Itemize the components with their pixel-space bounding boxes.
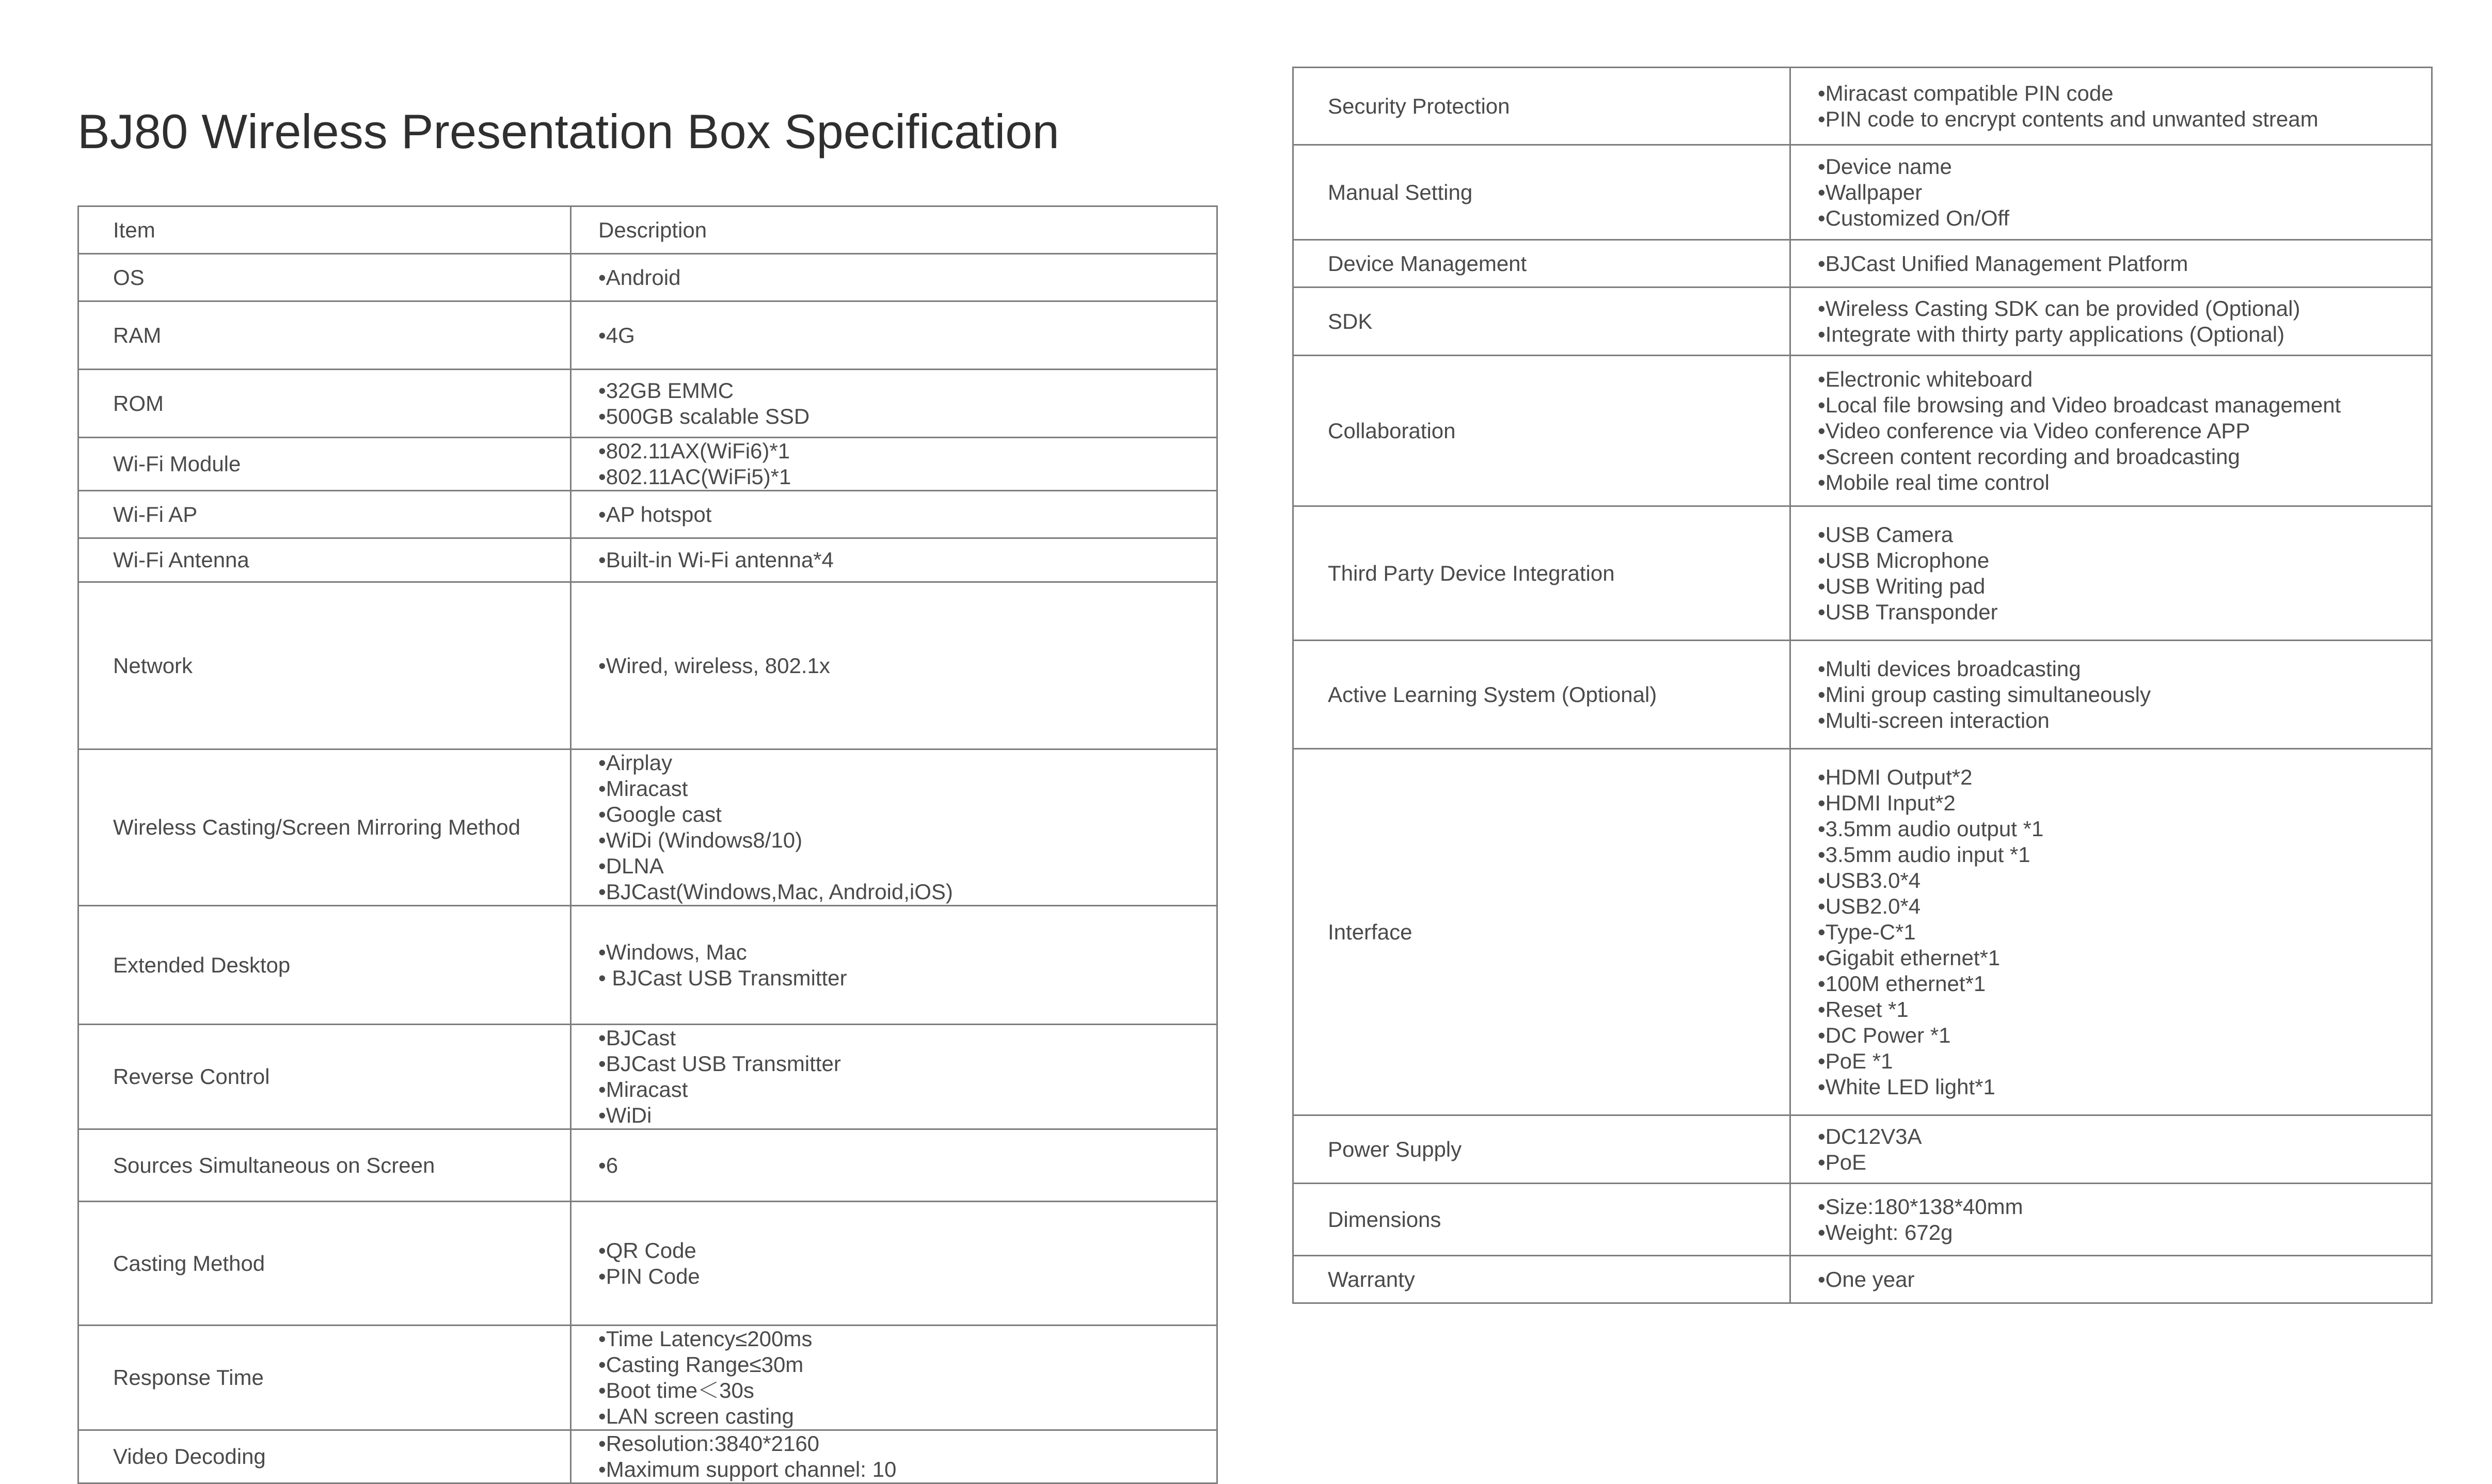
column-header-item: Item [78, 206, 571, 254]
column-header-description: Description [571, 206, 1217, 254]
spec-description-line: •BJCast [598, 1026, 676, 1050]
spec-item: Extended Desktop [78, 906, 571, 1025]
spec-description-line: •Miracast [598, 1077, 688, 1102]
spec-item: Wireless Casting/Screen Mirroring Method [78, 749, 571, 906]
spec-description-line: •32GB EMMC [598, 378, 734, 403]
table-row [1293, 68, 2432, 145]
spec-item: Casting Method [78, 1202, 571, 1326]
spec-description [1790, 288, 2432, 356]
spec-description [1790, 240, 2432, 288]
table-row [78, 370, 1217, 438]
spec-description-line: •Windows, Mac [598, 939, 747, 964]
spec-description [571, 749, 1217, 906]
spec-description-line: •Integrate with thirty party applications (Optional) [1818, 322, 2285, 346]
spec-item: OS [78, 254, 571, 301]
spec-description-line: •USB3.0*4 [1818, 868, 1921, 892]
spec-item: Wi-Fi Module [78, 438, 571, 491]
spec-description-line: •PoE [1818, 1150, 1867, 1174]
spec-description-line: •3.5mm audio input *1 [1818, 842, 2030, 867]
spec-description-line: •802.11AX(WiFi6)*1 [598, 439, 790, 463]
spec-description-line: •WiDi (Windows8/10) [598, 828, 803, 852]
spec-description [571, 1129, 1217, 1202]
spec-description-line: •Miracast [598, 776, 688, 801]
spec-description [571, 1430, 1217, 1483]
spec-table-right [1292, 67, 2433, 1304]
spec-description-line: •USB2.0*4 [1818, 893, 1921, 918]
spec-description-line: •PoE *1 [1818, 1048, 1893, 1073]
spec-item: Response Time [78, 1326, 571, 1430]
spec-description [571, 906, 1217, 1025]
spec-description-line: •802.11AC(WiFi5)*1 [598, 465, 791, 489]
spec-description-line: •Gigabit ethernet*1 [1818, 945, 2001, 970]
table-row [1293, 288, 2432, 356]
table-row [78, 1430, 1217, 1483]
table-row [1293, 1256, 2432, 1303]
spec-description-line: •Google cast [598, 802, 722, 826]
spec-description-line: •Airplay [598, 751, 673, 775]
table-row [78, 1129, 1217, 1202]
spec-description [1790, 1184, 2432, 1256]
spec-description [571, 538, 1217, 582]
spec-description-line: •USB Microphone [1818, 548, 1990, 572]
spec-description [571, 254, 1217, 301]
spec-description-line: •Size:180*138*40mm [1818, 1194, 2023, 1219]
spec-description-line: •Casting Range≤30m [598, 1352, 804, 1377]
spec-description-line: •Weight: 672g [1818, 1220, 1953, 1244]
table-row [78, 1326, 1217, 1430]
spec-table-left [77, 205, 1218, 1484]
spec-description-line: •Wallpaper [1818, 180, 1923, 204]
spec-description-line: •BJCast USB Transmitter [598, 1051, 841, 1076]
table-row [1293, 749, 2432, 1115]
spec-description [1790, 506, 2432, 641]
spec-description-line: •PIN Code [598, 1264, 700, 1288]
spec-description-line: •6 [598, 1153, 618, 1177]
spec-description-line: •Customized On/Off [1818, 205, 2010, 230]
spec-item: RAM [78, 301, 571, 370]
table-row [1293, 356, 2432, 506]
table-row [78, 301, 1217, 370]
spec-description-line: •HDMI Input*2 [1818, 790, 1956, 815]
spec-description-line: •WiDi [598, 1103, 652, 1127]
spec-description [571, 582, 1217, 749]
spec-description [1790, 356, 2432, 506]
table-header-row [78, 206, 1217, 254]
spec-description-line: •HDMI Output*2 [1818, 764, 1973, 789]
spec-description-line: •Reset *1 [1818, 997, 1909, 1022]
table-row [78, 438, 1217, 491]
spec-description [571, 301, 1217, 370]
table-row [78, 749, 1217, 906]
spec-item: Warranty [1293, 1256, 1790, 1303]
spec-description-line: •Resolution:3840*2160 [598, 1431, 820, 1456]
spec-description-line: •Boot time＜30s [598, 1378, 754, 1402]
spec-item: Video Decoding [78, 1430, 571, 1483]
spec-item: ROM [78, 370, 571, 438]
spec-item: Network [78, 582, 571, 749]
spec-description-line: •Device name [1818, 154, 1952, 179]
spec-description [1790, 1115, 2432, 1184]
table-row [1293, 145, 2432, 240]
spec-description-line: •Wireless Casting SDK can be provided (Optional) [1818, 296, 2300, 321]
table-row [78, 538, 1217, 582]
spec-description-line: •3.5mm audio output *1 [1818, 816, 2044, 841]
spec-item: Device Management [1293, 240, 1790, 288]
spec-description-line: • BJCast USB Transmitter [598, 965, 847, 990]
spec-description-line: •White LED light*1 [1818, 1074, 1995, 1099]
spec-item: Interface [1293, 749, 1790, 1115]
spec-description-line: •DLNA [598, 854, 664, 878]
spec-description-line: •Local file browsing and Video broadcast management [1818, 392, 2341, 417]
spec-item: Active Learning System (Optional) [1293, 641, 1790, 749]
table-row [1293, 641, 2432, 749]
spec-description-line: •Type-C*1 [1818, 919, 1916, 944]
spec-description-line: •Multi devices broadcasting [1818, 656, 2081, 681]
spec-description-line: •Wired, wireless, 802.1x [598, 653, 830, 678]
spec-item: Dimensions [1293, 1184, 1790, 1256]
spec-description-line: •DC Power *1 [1818, 1023, 1951, 1047]
spec-description [571, 1025, 1217, 1129]
table-row [78, 254, 1217, 301]
spec-description-line: •Maximum support channel: 10 [598, 1457, 897, 1481]
spec-description-line: •USB Transponder [1818, 599, 1998, 624]
spec-description-line: •500GB scalable SSD [598, 404, 810, 428]
spec-description-line: •Time Latency≤200ms [598, 1327, 813, 1351]
spec-description-line: •100M ethernet*1 [1818, 971, 1986, 996]
spec-description [571, 1202, 1217, 1326]
spec-description-line: •AP hotspot [598, 502, 712, 526]
spec-description [1790, 749, 2432, 1115]
spec-description-line: •DC12V3A [1818, 1124, 1922, 1148]
spec-description [1790, 68, 2432, 145]
table-row [78, 491, 1217, 538]
spec-description-line: •BJCast Unified Management Platform [1818, 251, 2188, 276]
spec-description [1790, 1256, 2432, 1303]
spec-description-line: •Mini group casting simultaneously [1818, 682, 2151, 707]
spec-description-line: •Built-in Wi-Fi antenna*4 [598, 548, 834, 572]
spec-item: Wi-Fi Antenna [78, 538, 571, 582]
spec-description [571, 438, 1217, 491]
spec-description-line: •4G [598, 323, 635, 347]
spec-description-line: •PIN code to encrypt contents and unwanted stream [1818, 106, 2319, 131]
spec-description-line: •Screen content recording and broadcasting [1818, 444, 2240, 469]
table-row [1293, 240, 2432, 288]
spec-item: Security Protection [1293, 68, 1790, 145]
spec-item: SDK [1293, 288, 1790, 356]
spec-description-line: •Android [598, 265, 681, 290]
spec-description-line: •USB Writing pad [1818, 573, 1986, 598]
table-row [1293, 506, 2432, 641]
spec-description [571, 370, 1217, 438]
spec-item: Third Party Device Integration [1293, 506, 1790, 641]
spec-description [1790, 641, 2432, 749]
spec-description-line: •Multi-screen interaction [1818, 708, 2050, 732]
table-row [1293, 1184, 2432, 1256]
spec-description-line: •Video conference via Video conference APP [1818, 418, 2250, 443]
spec-description-line: •LAN screen casting [598, 1404, 794, 1428]
table-row [78, 582, 1217, 749]
spec-description [1790, 145, 2432, 240]
spec-description [571, 491, 1217, 538]
spec-description [571, 1326, 1217, 1430]
spec-description-line: •Miracast compatible PIN code [1818, 81, 2114, 105]
table-row [78, 906, 1217, 1025]
spec-description-line: •Electronic whiteboard [1818, 366, 2033, 391]
table-row [78, 1025, 1217, 1129]
spec-item: Manual Setting [1293, 145, 1790, 240]
spec-item: Sources Simultaneous on Screen [78, 1129, 571, 1202]
page-title: BJ80 Wireless Presentation Box Specification [77, 104, 1059, 158]
spec-item: Wi-Fi AP [78, 491, 571, 538]
spec-description-line: •USB Camera [1818, 522, 1954, 547]
table-row [78, 1202, 1217, 1326]
spec-item: Reverse Control [78, 1025, 571, 1129]
spec-description-line: •QR Code [598, 1238, 696, 1263]
spec-description-line: •Mobile real time control [1818, 470, 2050, 494]
spec-item: Collaboration [1293, 356, 1790, 506]
spec-description-line: •One year [1818, 1267, 1915, 1291]
table-row [1293, 1115, 2432, 1184]
spec-item: Power Supply [1293, 1115, 1790, 1184]
spec-description-line: •BJCast(Windows,Mac, Android,iOS) [598, 880, 953, 904]
